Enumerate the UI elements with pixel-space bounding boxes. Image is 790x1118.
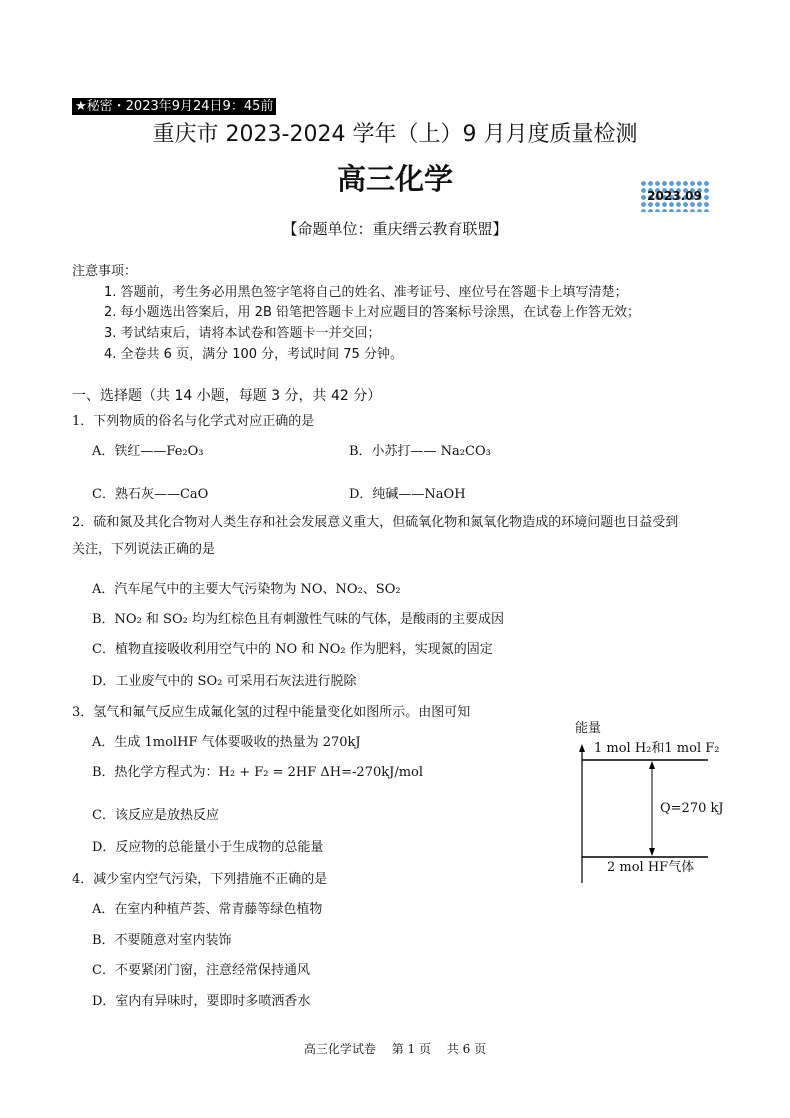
q3-stem: 3．氢气和氟气反应生成氟化氢的过程中能量变化如图所示。由图可知 — [72, 705, 471, 720]
date-stamp — [640, 180, 709, 212]
notice-item: 4. 全卷共 6 页，满分 100 分，考试时间 75 分钟。 — [104, 347, 403, 362]
y-axis-label: 能量 — [575, 721, 602, 736]
energy-diagram — [570, 718, 724, 888]
q1-option-c: C．熟石灰——CaO — [92, 487, 209, 502]
q4-stem: 4．减少室内空气污染，下列措施不正确的是 — [72, 872, 328, 887]
q3-option-a: A．生成 1molHF 气体要吸收的热量为 270kJ — [92, 735, 361, 750]
q1-option-b: B．小苏打—— Na₂CO₃ — [349, 444, 491, 459]
secret-banner: ★秘密・2023年9月24日9：45前 — [72, 98, 276, 115]
q2-option-d: D．工业废气中的 SO₂ 可采用石灰法进行脱除 — [92, 674, 357, 689]
axis-arrow-icon — [579, 744, 585, 752]
q1-option-d: D．纯碱——NaOH — [349, 487, 466, 502]
q1-stem: 1．下列物质的俗名与化学式对应正确的是 — [72, 414, 315, 429]
q3-option-d: D．反应物的总能量小于生成物的总能量 — [92, 840, 324, 855]
q3-option-c: C．该反应是放热反应 — [92, 808, 219, 823]
reactant-label: 1 mol H₂和1 mol F₂ — [594, 741, 720, 756]
q4-option-b: B．不要随意对室内装饰 — [92, 933, 232, 948]
q1-option-a: A．铁红——Fe₂O₃ — [92, 444, 204, 459]
q2-stem-cont: 关注，下列说法正确的是 — [72, 542, 216, 557]
arrow-down-icon — [649, 848, 655, 856]
organizer: 【命题单位：重庆缙云教育联盟】 — [282, 220, 508, 238]
notice-heading: 注意事项： — [72, 264, 138, 279]
notice-item: 3. 考试结束后，请将本试卷和答题卡一并交回； — [104, 326, 381, 341]
q2-option-c: C．植物直接吸收利用空气中的 NO 和 NO₂ 作为肥料，实现氮的固定 — [92, 642, 493, 657]
exam-title: 重庆市 2023-2024 学年（上）9 月月度质量检测 — [152, 122, 638, 147]
page-footer: 高三化学试卷 第 1 页 共 6 页 — [303, 1042, 487, 1056]
product-label: 2 mol HF气体 — [607, 860, 695, 875]
q2-stem: 2．硫和氮及其化合物对人类生存和社会发展意义重大，但硫氧化物和氮氧化物造成的环境问题也日益受到 — [72, 515, 679, 530]
q4-option-c: C．不要紧闭门窗，注意经常保持通风 — [92, 963, 310, 978]
notice-item: 2. 每小题选出答案后，用 2B 铅笔把答题卡上对应题目的答案标号涂黑，在试卷上作答无效； — [104, 305, 640, 320]
q3-option-b: B．热化学方程式为：H₂ + F₂ = 2HF ΔH=-270kJ/mol — [92, 765, 424, 780]
q2-option-b: B．NO₂ 和 SO₂ 均为红棕色且有刺激性气味的气体，是酸雨的主要成因 — [92, 612, 504, 627]
q2-option-a: A．汽车尾气中的主要大气污染物为 NO、NO₂、SO₂ — [92, 582, 401, 597]
subject-title: 高三化学 — [336, 162, 453, 196]
section-heading: 一、选择题（共 14 小题，每题 3 分，共 42 分） — [72, 388, 382, 404]
q-label: Q=270 kJ — [660, 801, 724, 816]
q4-option-d: D．室内有异味时，要即时多喷洒香水 — [92, 994, 311, 1009]
arrow-up-icon — [649, 761, 655, 769]
stamp-text: 2023.09 — [647, 189, 702, 203]
q4-option-a: A．在室内种植芦荟、常青藤等绿色植物 — [92, 902, 323, 917]
notice-item: 1. 答题前，考生务必用黑色签字笔将自己的姓名、准考证号、座位号在答题卡上填写清楚； — [104, 285, 628, 300]
